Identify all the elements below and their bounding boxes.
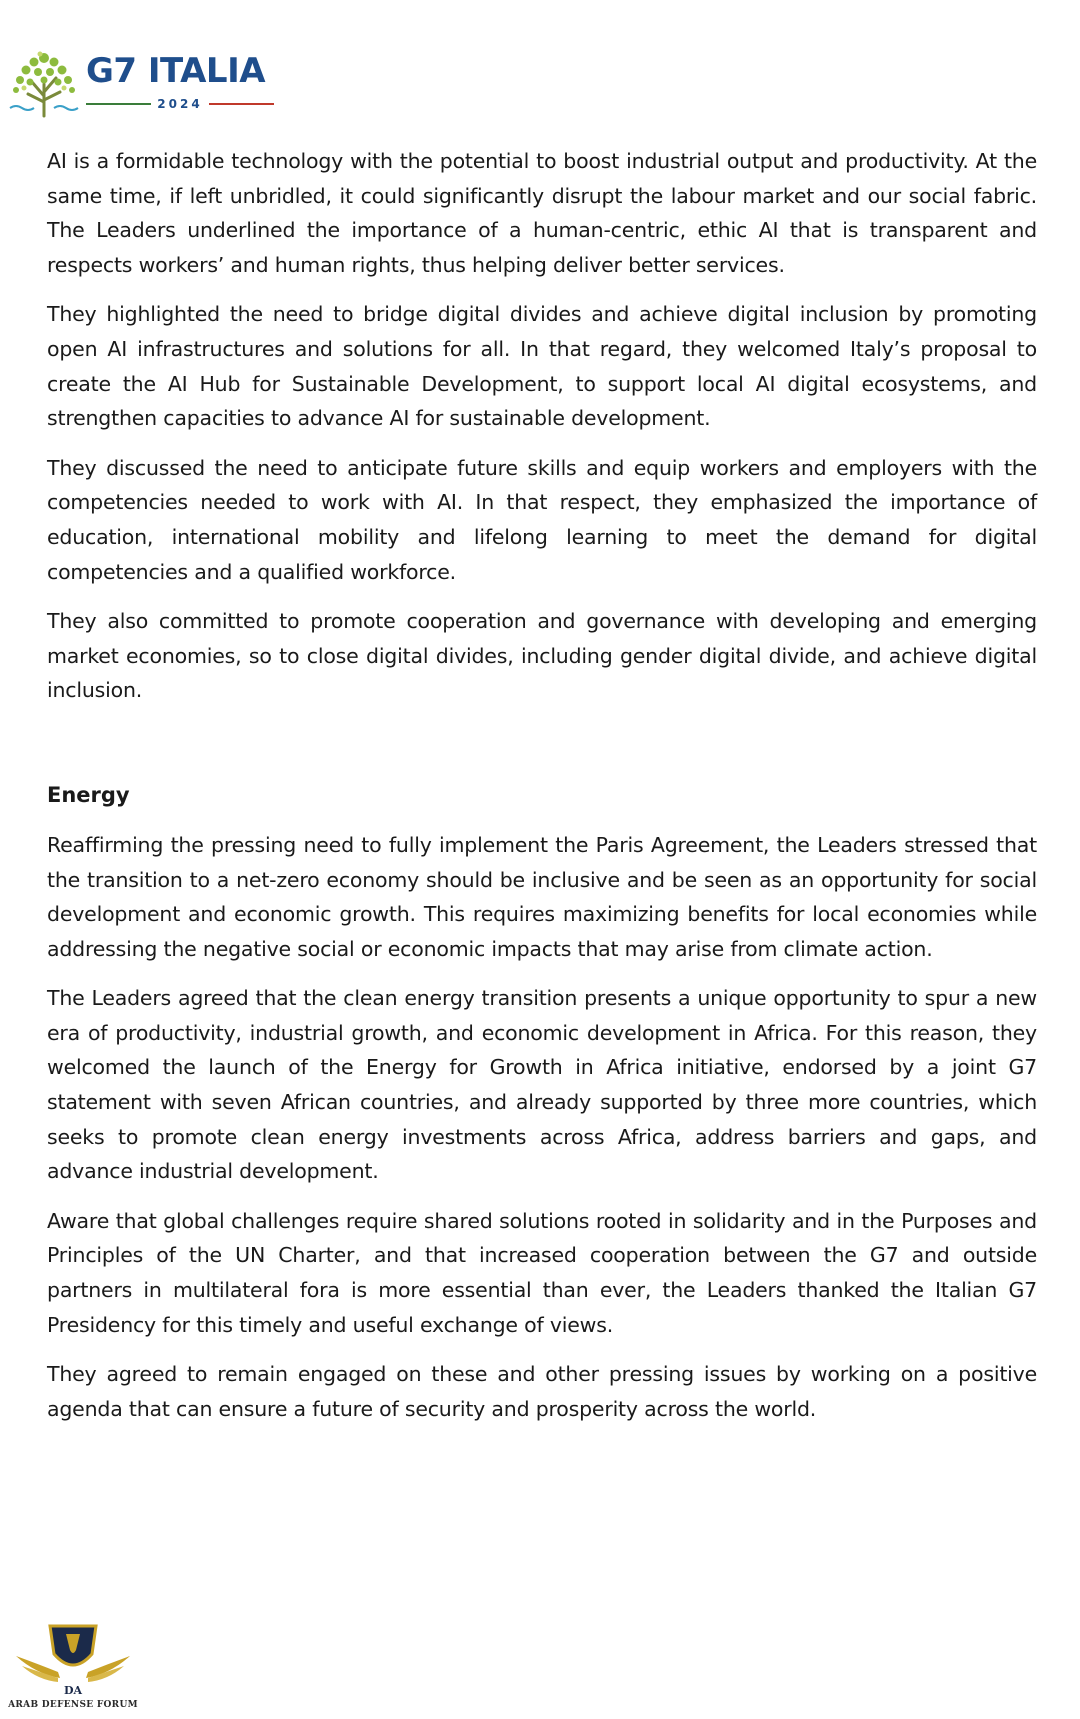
watermark-logo: [8, 1620, 138, 1715]
logo-year: 2024: [157, 97, 203, 111]
winged-shield-icon: [8, 1620, 138, 1702]
logo-red-line: [209, 103, 274, 105]
paragraph-ai-2: They highlighted the need to bridge digital divides and achieve digital inclusion by promoting open AI infrastructures and solutions for all. In that regard, they welcomed Italy’s proposal to create the AI Hub for Sustainable Development, to support local AI digital ecosystems, and strengthen capacities to advance AI for sustainable development.: [47, 302, 1037, 431]
logo-year-row: [86, 96, 274, 112]
olive-tree-logo-icon: [6, 44, 82, 120]
paragraph-ai-4: They also committed to promote cooperation and governance with developing and emerging market economies, so to close digital divides, including gender digital divide, and achieve digital inclusion.: [47, 609, 1037, 703]
document-body: [47, 144, 1037, 1441]
watermark-name: ARAB DEFENSE FORUM: [8, 1700, 138, 1710]
paragraph-energy-3: Aware that global challenges require shared solutions rooted in solidarity and in the Purposes and Principles of the UN Charter, and that increased cooperation between the G7 and outside partners in multilateral fora is more essential than ever, the Leaders thanked the Italian G7 Presidency for this timely and useful exchange of views.: [47, 1208, 1037, 1337]
logo-green-line: [86, 103, 151, 105]
paragraph-energy-1: Reaffirming the pressing need to fully implement the Paris Agreement, the Leaders stressed that the transition to a net-zero economy should be inclusive and be seen as an opportunity for social development and economic growth. This requires maximizing benefits for local economies while addressing the negative social or economic impacts that may arise from climate action.: [47, 832, 1037, 961]
document-header: [6, 44, 296, 124]
section-heading-energy: Energy: [47, 782, 130, 807]
watermark-initials: DA: [63, 1684, 83, 1697]
logo-wordmark: G7 ITALIA: [86, 51, 266, 91]
paragraph-energy-2: The Leaders agreed that the clean energy transition presents a unique opportunity to spur a new era of productivity, industrial growth, and economic development in Africa. For this reason, they welcomed the launch of the Energy for Growth in Africa initiative, endorsed by a joint G7 statement with seven African countries, and already supported by three more countries, which seeks to promote clean energy investments across Africa, address barriers and gaps, and advance industrial development.: [47, 986, 1037, 1184]
paragraph-energy-4: They agreed to remain engaged on these and other pressing issues by working on a positive agenda that can ensure a future of security and prosperity across the world.: [47, 1362, 1037, 1421]
paragraph-ai-3: They discussed the need to anticipate future skills and equip workers and employers with the competencies needed to work with AI. In that respect, they emphasized the importance of education, international mobility and lifelong learning to meet the demand for digital competencies and a qualified workforce.: [47, 455, 1037, 584]
paragraph-ai-1: AI is a formidable technology with the potential to boost industrial output and productivity. At the same time, if left unbridled, it could significantly disrupt the labour market and our social fabric. The Leaders underlined the importance of a human-centric, ethic AI that is transparent and respects workers’ and human rights, thus helping deliver better services.: [47, 149, 1037, 277]
